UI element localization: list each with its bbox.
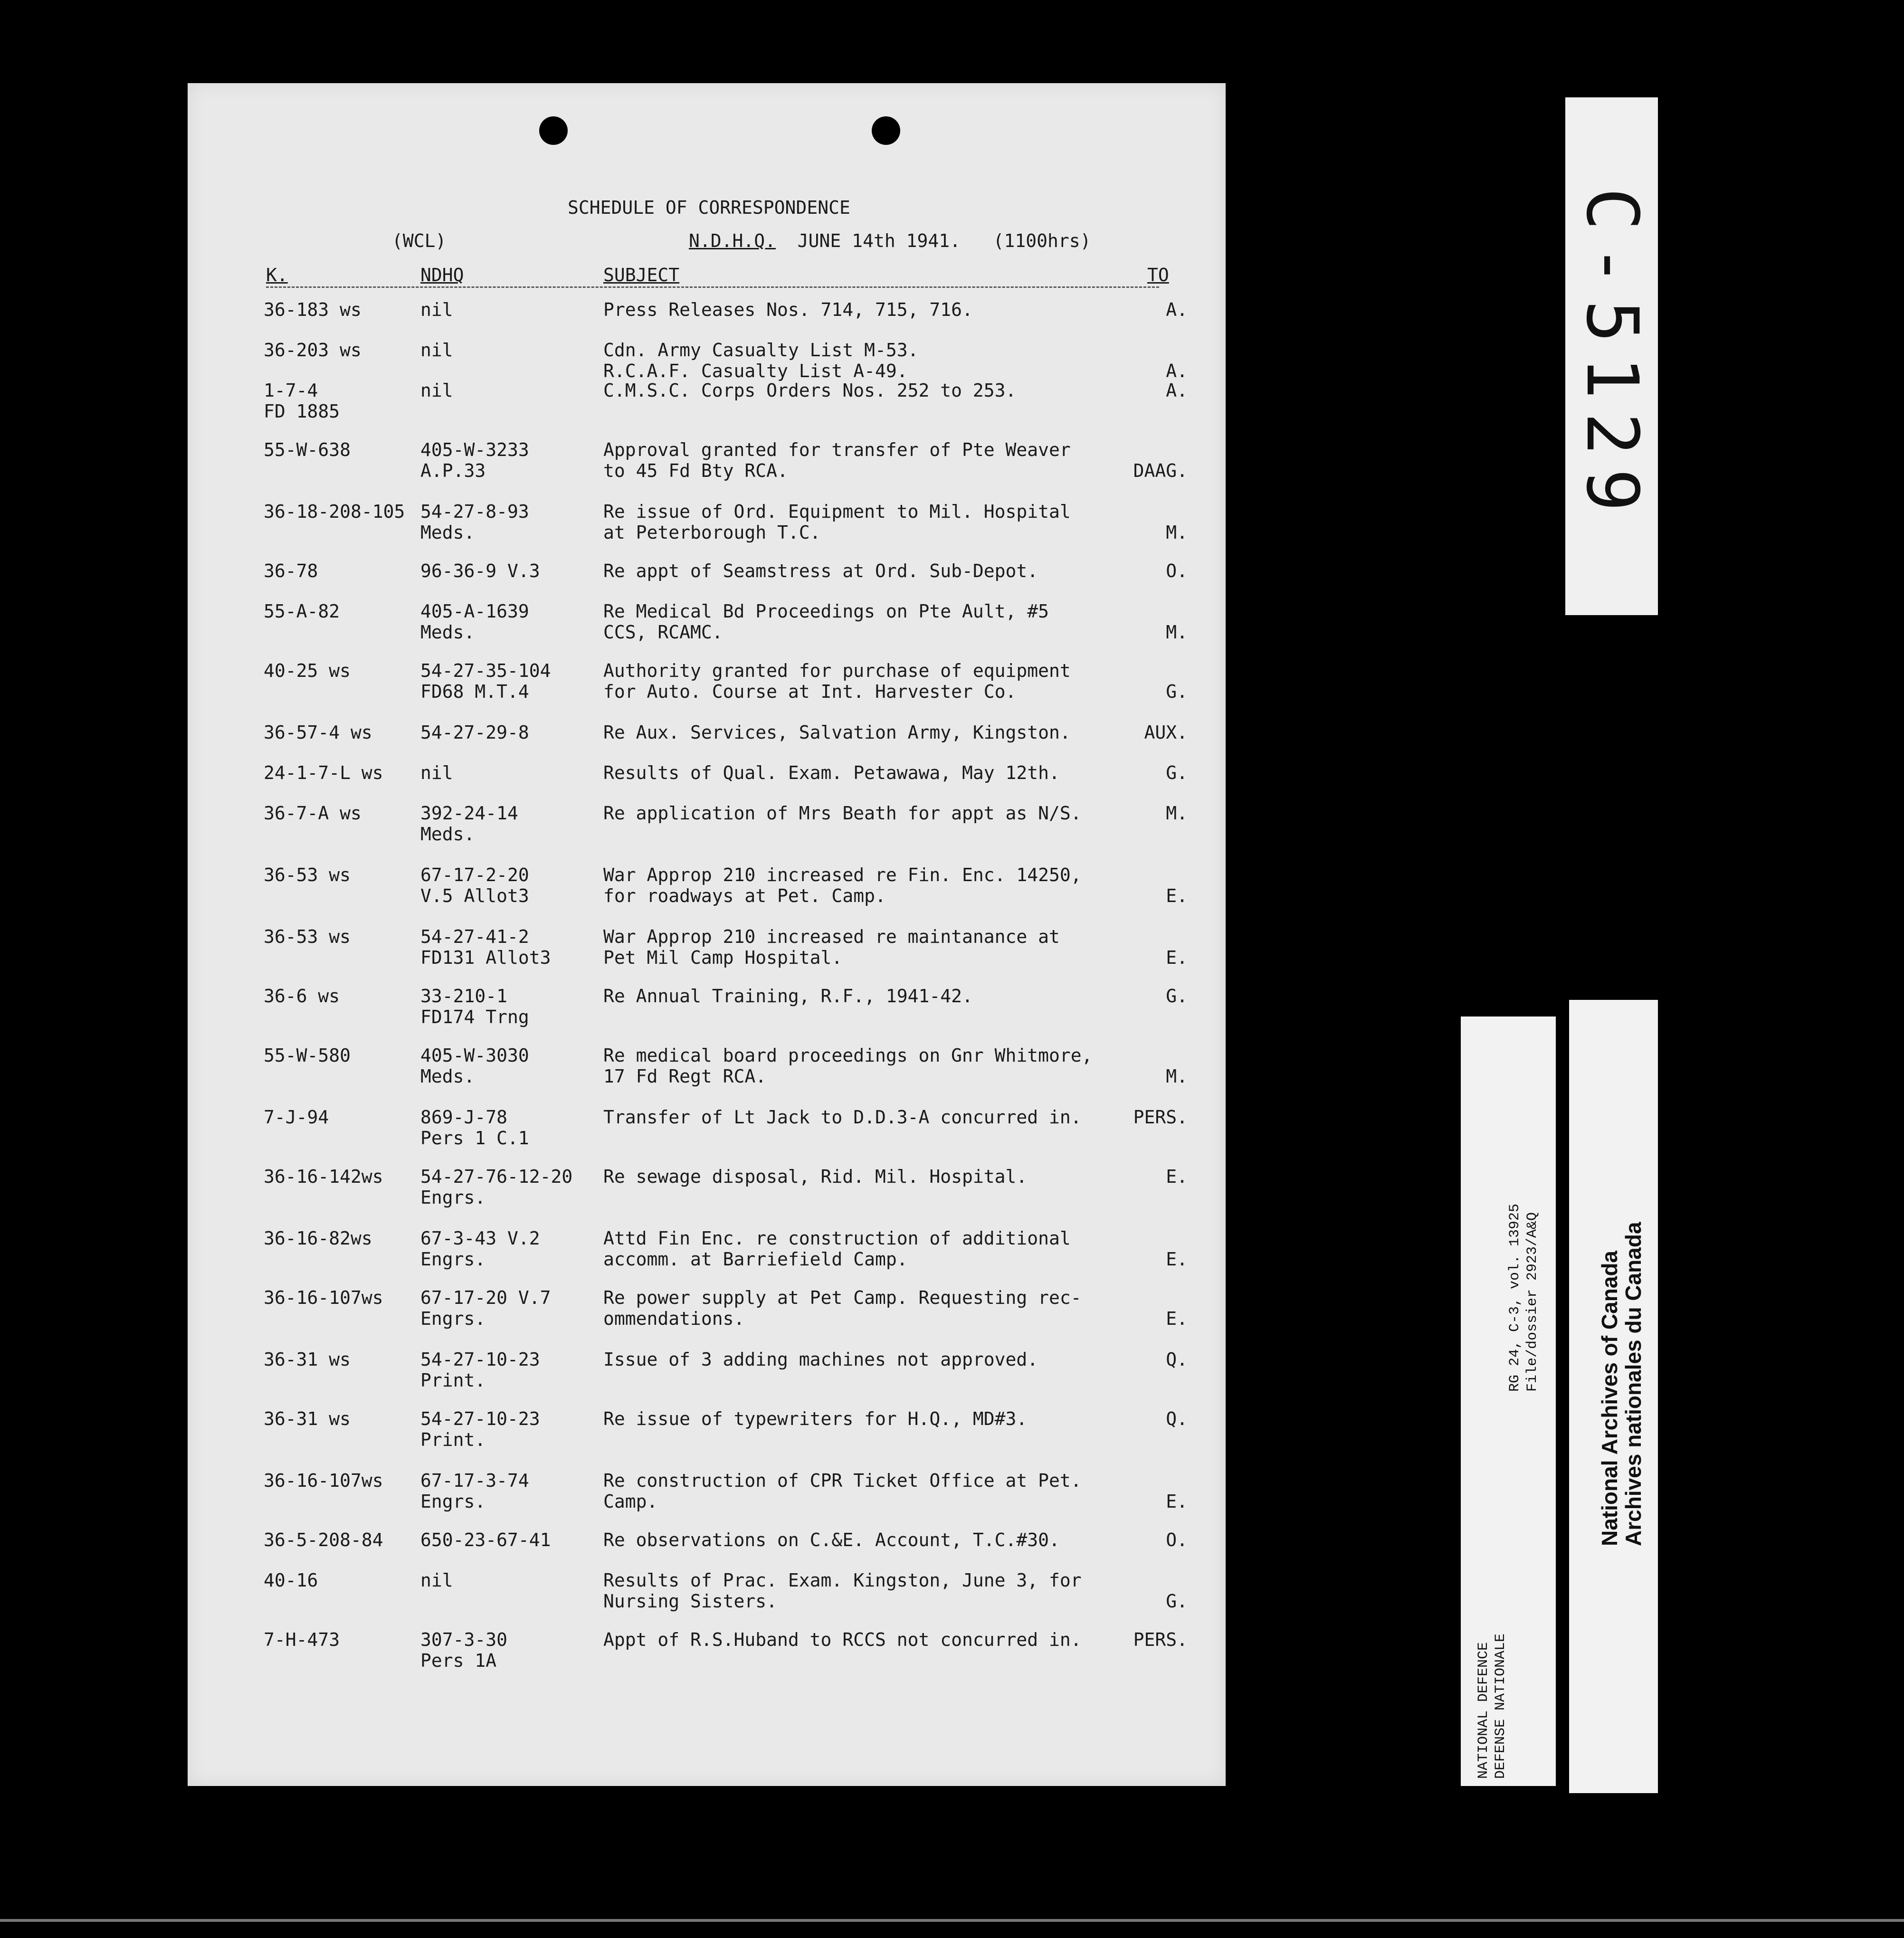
ndhq-number: nil (420, 340, 453, 361)
file-number: 36-53 ws (264, 864, 351, 885)
recipient: E. (1166, 947, 1188, 968)
ndhq-number: 650-23-67-41 (420, 1530, 551, 1550)
subject-text: Re issue of typewriters for H.Q., MD#3. (603, 1408, 1028, 1429)
punch-hole (160, 1081, 188, 1108)
recipient: M. (1166, 803, 1188, 824)
file-number: 40-16 (264, 1570, 318, 1591)
ndhq-number: 392-24-14 Meds. (420, 803, 518, 845)
punch-hole (160, 736, 188, 764)
recipient: PERS. (1133, 1629, 1188, 1650)
ndhq-number: 33-210-1 FD174 Trng (420, 986, 529, 1027)
subject-text: Re sewage disposal, Rid. Mil. Hospital. (603, 1166, 1028, 1187)
table-row (188, 803, 1226, 850)
table-row (188, 1408, 1226, 1456)
subject-text: Re observations on C.&E. Account, T.C.#30. (603, 1530, 1060, 1550)
recipient: E. (1166, 1491, 1188, 1512)
subject-text: Results of Prac. Exam. Kingston, June 3, for Nursing Sisters. (603, 1570, 1082, 1612)
reference-code: (WCL) (392, 230, 447, 251)
ndhq-number: 405-W-3233 A.P.33 (420, 439, 529, 481)
document-date: JUNE 14th 1941. (797, 230, 961, 251)
record-group-reference: RG 24, C-3, vol. 13925 (1507, 1203, 1523, 1392)
table-row (188, 1470, 1226, 1518)
subject-text: Transfer of Lt Jack to D.D.3-A concurred in. (603, 1107, 1082, 1128)
ndhq-number: 67-3-43 V.2 Engrs. (420, 1228, 540, 1270)
recipient: A. (1166, 361, 1188, 381)
subject-text: Re construction of CPR Ticket Office at Pet. Camp. (603, 1470, 1082, 1512)
recipient: E. (1166, 1166, 1188, 1187)
table-row (188, 660, 1226, 708)
defence-label (1461, 1016, 1556, 1786)
punch-hole (872, 116, 900, 145)
file-number: 55-W-580 (264, 1045, 351, 1066)
file-number: 36-31 ws (264, 1408, 351, 1429)
column-header-to: TO (1147, 265, 1169, 285)
bottom-border (0, 1919, 1904, 1922)
recipient: O. (1166, 560, 1188, 581)
table-row (188, 1570, 1226, 1617)
file-number: 40-25 ws (264, 660, 351, 681)
ndhq-number: 67-17-20 V.7 Engrs. (420, 1287, 551, 1329)
table-row (188, 1629, 1226, 1677)
file-reference: File/dossier 2923/A&Q (1524, 1212, 1541, 1392)
recipient: G. (1166, 986, 1188, 1007)
table-row (188, 1349, 1226, 1396)
subject-text: C.M.S.C. Corps Orders Nos. 252 to 253. (603, 380, 1017, 401)
recipient: G. (1166, 681, 1188, 702)
ndhq-number: nil (420, 762, 453, 783)
file-number: 24-1-7-L ws (264, 762, 383, 783)
recipient: O. (1166, 1530, 1188, 1550)
file-number: 36-53 ws (264, 926, 351, 947)
table-row (188, 1166, 1226, 1214)
hq-date-line (689, 230, 1091, 251)
ndhq-number: 54-27-29-8 (420, 722, 529, 743)
table-row (188, 439, 1226, 487)
document-title: SCHEDULE OF CORRESPONDENCE (568, 197, 850, 218)
file-number: 7-H-473 (264, 1629, 340, 1650)
subject-text: Press Releases Nos. 714, 715, 716. (603, 299, 973, 320)
file-number: 36-203 ws (264, 340, 362, 361)
ndhq-number: 307-3-30 Pers 1A (420, 1629, 508, 1671)
ndhq-number: 96-36-9 V.3 (420, 560, 540, 581)
subject-text: Approval granted for transfer of Pte Weaver to 45 Fd Bty RCA. (603, 439, 1071, 481)
table-row (188, 601, 1226, 648)
ndhq-number: nil (420, 380, 453, 401)
file-number: 7-J-94 (264, 1107, 329, 1128)
ndhq-number: 54-27-35-104 FD68 M.T.4 (420, 660, 551, 702)
column-header-ndhq: NDHQ (420, 265, 464, 285)
subject-text: Attd Fin Enc. re construction of additional accomm. at Barriefield Camp. (603, 1228, 1071, 1270)
header-rule (266, 286, 1159, 288)
subject-text: War Approp 210 increased re maintanance at Pet Mil Camp Hospital. (603, 926, 1060, 968)
ndhq-number: 67-17-3-74 Engrs. (420, 1470, 529, 1512)
defence-label-en: NATIONAL DEFENCE (1476, 1642, 1492, 1779)
defence-label-fr: DEFENSE NATIONALE (1493, 1633, 1509, 1779)
recipient: M. (1166, 522, 1188, 543)
file-number: 36-78 (264, 560, 318, 581)
subject-text: Authority granted for purchase of equipment for Auto. Course at Int. Harvester Co. (603, 660, 1071, 702)
ndhq-number: 54-27-8-93 Meds. (420, 501, 529, 543)
file-number: 36-18-208-105 (264, 501, 405, 522)
ndhq-number: 54-27-10-23 Print. (420, 1349, 540, 1391)
file-number: 36-7-A ws (264, 803, 362, 824)
file-number: 55-A-82 (264, 601, 340, 622)
correspondence-sheet (188, 83, 1226, 1786)
table-row (188, 380, 1226, 428)
recipient: A. (1166, 380, 1188, 401)
ndhq-number: nil (420, 1570, 453, 1591)
column-header-k: K. (266, 265, 288, 285)
frame-number-label (1565, 97, 1658, 615)
table-row (188, 1107, 1226, 1154)
column-header-subject: SUBJECT (603, 265, 680, 285)
subject-text: Cdn. Army Casualty List M-53. R.C.A.F. Casualty List A-49. (603, 340, 919, 381)
ndhq-number: nil (420, 299, 453, 320)
recipient: E. (1166, 1249, 1188, 1270)
ndhq-number: 54-27-41-2 FD131 Allot3 (420, 926, 551, 968)
recipient: G. (1166, 1591, 1188, 1612)
subject-text: Re application of Mrs Beath for appt as N/S. (603, 803, 1082, 824)
ndhq-number: 405-A-1639 Meds. (420, 601, 529, 643)
subject-text: Appt of R.S.Huband to RCCS not concurred in. (603, 1629, 1082, 1650)
file-number: 36-5-208-84 (264, 1530, 383, 1550)
table-row (188, 986, 1226, 1033)
file-number: 36-6 ws (264, 986, 340, 1007)
ndhq-number: 869-J-78 Pers 1 C.1 (420, 1107, 529, 1149)
recipient: M. (1166, 622, 1188, 643)
file-number: 36-31 ws (264, 1349, 351, 1370)
file-number: 36-16-107ws (264, 1470, 383, 1491)
table-row (188, 1045, 1226, 1092)
hq-label: N.D.H.Q. (689, 230, 776, 251)
table-row (188, 926, 1226, 974)
subject-text: War Approp 210 increased re Fin. Enc. 14250, for roadways at Pet. Camp. (603, 864, 1082, 906)
recipient: M. (1166, 1066, 1188, 1087)
ndhq-number: 54-27-76-12-20 Engrs. (420, 1166, 573, 1208)
table-row (188, 864, 1226, 912)
ndhq-number: 405-W-3030 Meds. (420, 1045, 529, 1087)
subject-text: Re medical board proceedings on Gnr Whitmore, 17 Fd Regt RCA. (603, 1045, 1093, 1087)
file-number: 36-57-4 ws (264, 722, 372, 743)
recipient: Q. (1166, 1408, 1188, 1429)
recipient: E. (1166, 1308, 1188, 1329)
recipient: AUX. (1144, 722, 1188, 743)
subject-text: Re Aux. Services, Salvation Army, Kingston. (603, 722, 1071, 743)
subject-text: Re power supply at Pet Camp. Requesting rec- ommendations. (603, 1287, 1082, 1329)
subject-text: Re Annual Training, R.F., 1941-42. (603, 986, 973, 1007)
file-number: 36-183 ws (264, 299, 362, 320)
recipient: G. (1166, 762, 1188, 783)
file-number: 36-16-142ws (264, 1166, 383, 1187)
archives-label-en: National Archives of Canada (1597, 1250, 1622, 1546)
ndhq-number: 54-27-10-23 Print. (420, 1408, 540, 1450)
recipient: PERS. (1133, 1107, 1188, 1128)
file-number: 1-7-4 FD 1885 (264, 380, 340, 422)
punch-hole (539, 116, 568, 145)
subject-text: Re issue of Ord. Equipment to Mil. Hospital at Peterborough T.C. (603, 501, 1071, 543)
subject-text: Issue of 3 adding machines not approved. (603, 1349, 1038, 1370)
file-number: 55-W-638 (264, 439, 351, 460)
table-row (188, 1228, 1226, 1275)
ndhq-number: 67-17-2-20 V.5 Allot3 (420, 864, 529, 906)
recipient: A. (1166, 299, 1188, 320)
subject-text: Results of Qual. Exam. Petawawa, May 12th. (603, 762, 1060, 783)
recipient: E. (1166, 885, 1188, 906)
file-number: 36-16-107ws (264, 1287, 383, 1308)
recipient: DAAG. (1133, 460, 1188, 481)
frame-number: C-5129 (1570, 188, 1653, 525)
archives-label-fr: Archives nationales du Canada (1621, 1222, 1646, 1546)
file-number: 36-16-82ws (264, 1228, 372, 1249)
subject-text: Re Medical Bd Proceedings on Pte Ault, #5 CCS, RCAMC. (603, 601, 1049, 643)
document-time: (1100hrs) (993, 230, 1091, 251)
table-row (188, 501, 1226, 549)
subject-text: Re appt of Seamstress at Ord. Sub-Depot. (603, 560, 1038, 581)
archives-label (1569, 1000, 1658, 1793)
table-row (188, 1287, 1226, 1335)
recipient: Q. (1166, 1349, 1188, 1370)
